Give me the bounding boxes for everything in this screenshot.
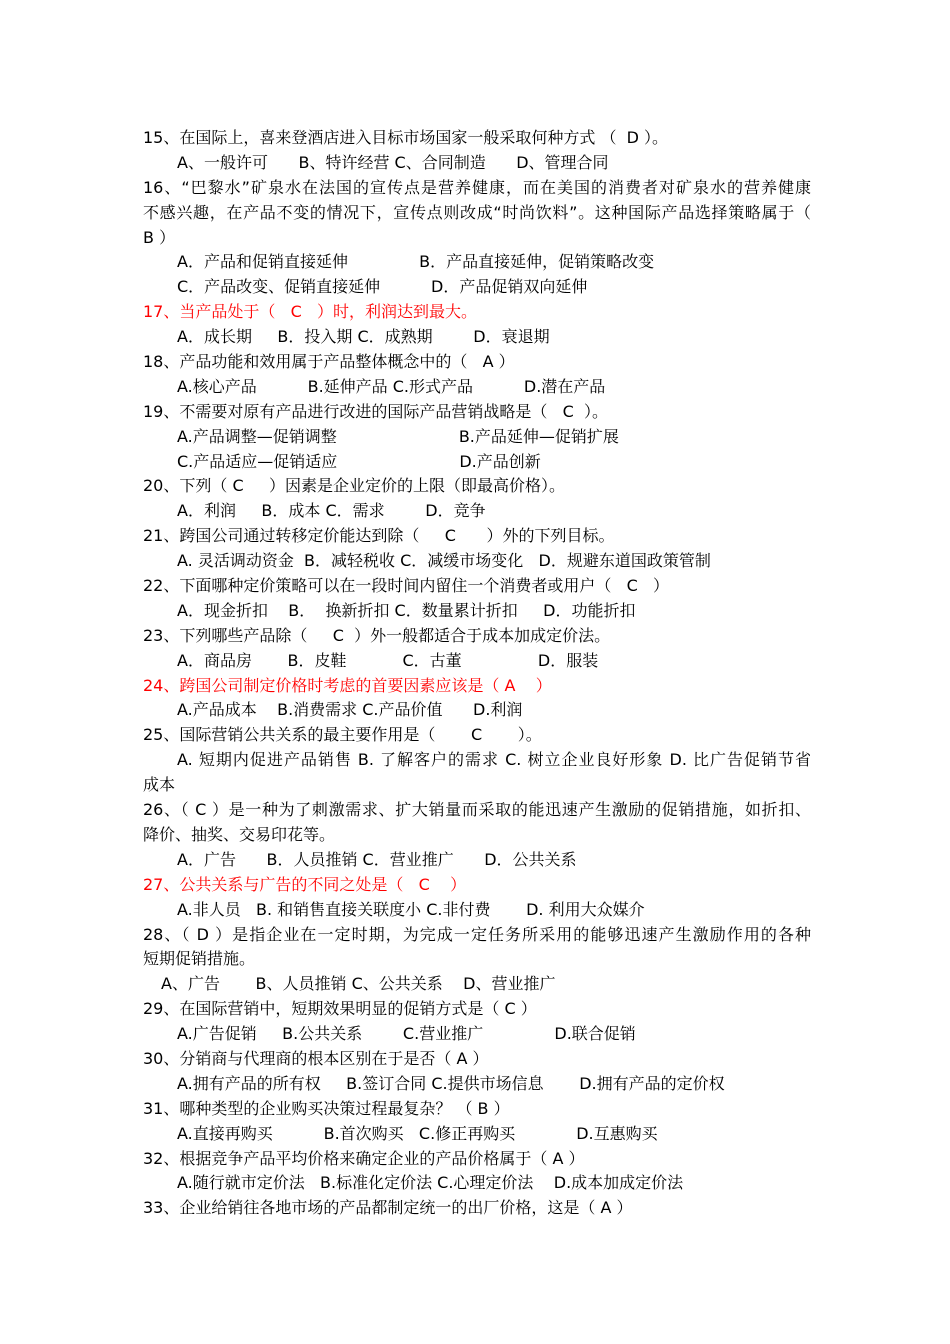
question-25-options-continued: 成本 [143,775,176,795]
question-28-continued: 短期促销措施。 [143,949,256,969]
question-18: 18、产品功能和效用属于产品整体概念中的（ A ） [143,352,515,372]
question-22-options: A．现金折扣 B． 换新折扣 C．数量累计折扣 D．功能折扣 [177,600,636,620]
question-30: 30、分销商与代理商的根本区别在于是否（ A ） [143,1048,489,1068]
question-21-options: A. 灵活调动资金 B．减轻税收 C．减缓市场变化 D．规避东道国政策管制 [177,551,711,571]
question-31: 31、哪种类型的企业购买决策过程最复杂？ （ B ） [143,1098,510,1118]
question-24: 24、跨国公司制定价格时考虑的首要因素应该是（ A ） [143,675,552,695]
question-21: 21、跨国公司通过转移定价能达到除（ C ）外的下列目标。 [143,526,615,546]
question-16: 16、“巴黎水”矿泉水在法国的宣传点是营养健康，而在美国的消费者对矿泉水的营养健康 [143,177,811,197]
question-17-options: A．成长期 B．投入期 C．成熟期 D．衰退期 [177,327,550,347]
question-26-continued: 降价、抽奖、交易印花等。 [143,824,336,844]
question-27-options: A.非人员 B. 和销售直接关联度小 C.非付费 D. 利用大众媒介 [177,899,645,919]
question-16-options-ab: A．产品和促销直接延伸 B．产品直接延伸，促销策略改变 [177,252,655,272]
question-20: 20、下列（ C ）因素是企业定价的上限（即最高价格）。 [143,476,566,496]
question-19: 19、不需要对原有产品进行改进的国际产品营销战略是（ C ）。 [143,401,608,421]
question-18-options: A.核心产品 B.延伸产品 C.形式产品 D.潜在产品 [177,376,606,396]
question-30-options: A.拥有产品的所有权 B.签订合同 C.提供市场信息 D.拥有产品的定价权 [177,1073,725,1093]
document-body [143,126,811,1221]
question-28-options: A、广告 B、人员推销 C、公共关系 D、营业推广 [161,974,556,994]
question-29: 29、在国际营销中，短期效果明显的促销方式是（ C ） [143,999,537,1019]
question-32: 32、根据竞争产品平均价格来确定企业的产品价格属于（ A ） [143,1148,585,1168]
question-16-continued: 不感兴趣，在产品不变的情况下，宣传点则改成“时尚饮料”。这种国际产品选择策略属于（ [143,202,811,222]
question-16-options-cd: C．产品改变、促销直接延伸 D．产品促销双向延伸 [177,277,588,297]
question-29-options: A.广告促销 B.公共关系 C.营业推广 D.联合促销 [177,1024,636,1044]
question-17: 17、当产品处于（ C ）时，利润达到最大。 [143,302,478,322]
question-15-options: A、一般许可 B、特许经营 C、合同制造 D、管理合同 [177,152,609,172]
question-26-options: A．广告 B．人员推销 C．营业推广 D．公共关系 [177,849,577,869]
question-22: 22、下面哪种定价策略可以在一段时间内留住一个消费者或用户（ C ） [143,576,670,596]
question-16-answer: B ） [143,227,176,247]
question-25-options: A. 短期内促进产品销售 B. 了解客户的需求 C. 树立企业良好形象 D. 比广告促销节省 [177,750,811,770]
question-20-options: A．利润 B．成本 C．需求 D．竞争 [177,501,486,521]
question-23: 23、下列哪些产品除（ C ）外一般都适合于成本加成定价法。 [143,625,611,645]
question-15: 15、在国际上，喜来登酒店进入目标市场国家一般采取何种方式 （ D ）。 [143,128,669,147]
question-25: 25、国际营销公共关系的最主要作用是（ C ）。 [143,725,542,745]
question-32-options: A.随行就市定价法 B.标准化定价法 C.心理定价法 D.成本加成定价法 [177,1173,684,1193]
question-31-options: A.直接再购买 B.首次购买 C.修正再购买 D.互惠购买 [177,1123,658,1143]
question-26: 26、（ C ）是一种为了刺激需求、扩大销量而采取的能迅速产生激励的促销措施，如折扣、 [143,800,811,820]
question-24-options: A.产品成本 B.消费需求 C.产品价值 D.利润 [177,700,523,720]
question-27: 27、公共关系与广告的不同之处是（ C ） [143,874,467,894]
question-23-options: A．商品房 B．皮鞋 C．古董 D．服装 [177,650,599,670]
question-19-options-ab: A.产品调整—促销调整 B.产品延伸—促销扩展 [177,426,619,446]
question-33: 33、企业给销往各地市场的产品都制定统一的出厂价格，这是（ A ） [143,1198,633,1218]
question-19-options-cd: C.产品适应—促销适应 D.产品创新 [177,451,541,471]
question-28: 28、（ D ）是指企业在一定时期，为完成一定任务所采用的能够迅速产生激励作用的各种 [143,924,811,944]
